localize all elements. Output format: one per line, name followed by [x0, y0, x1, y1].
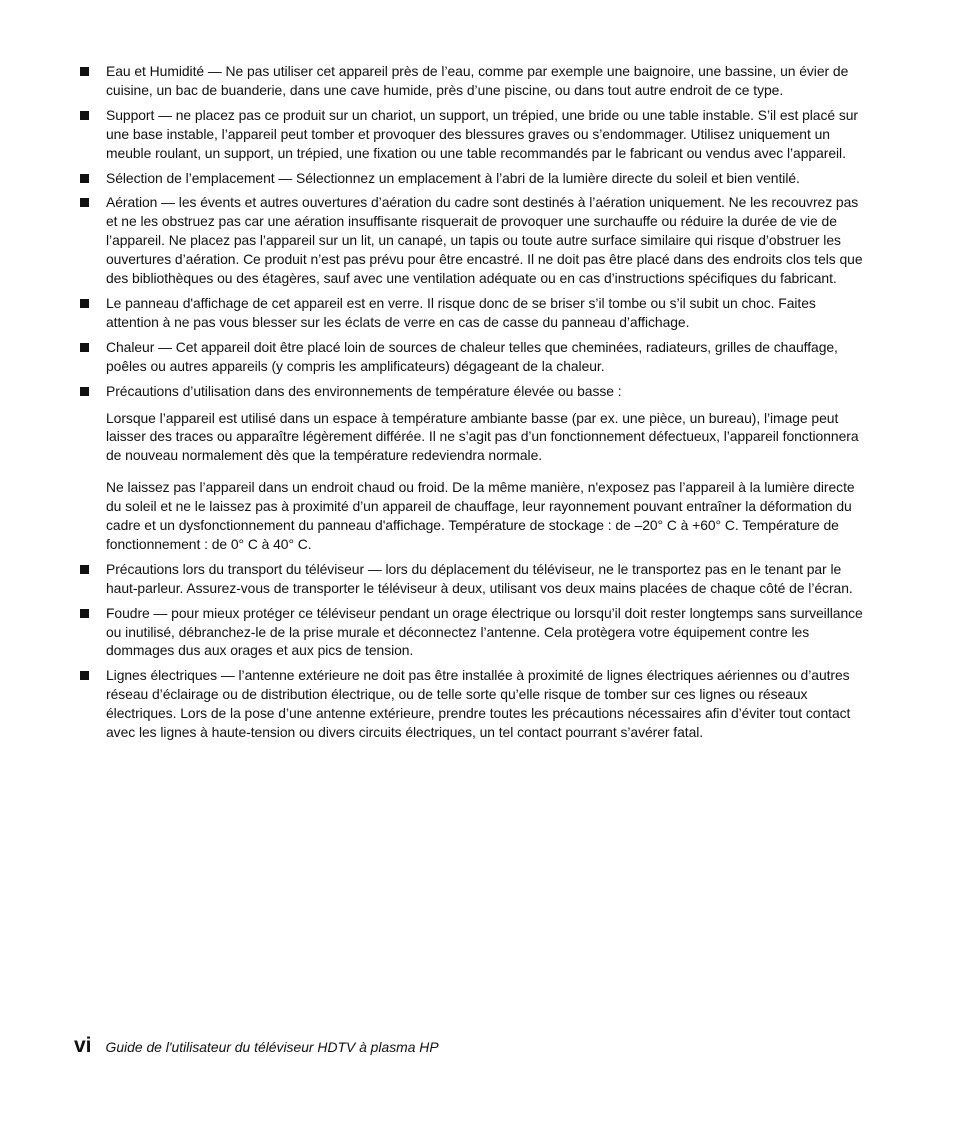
list-item [80, 169, 870, 188]
list-item-text: Le panneau d'affichage de cet appareil est en verre. Il risque donc de se briser s’il tombe ou s’il subit un choc. Faites attention à ne pas vous blesser sur les éclats de verre en cas de casse du panneau d’affichage. [106, 294, 816, 330]
list-item [80, 338, 870, 376]
list-item-text: Précautions d’utilisation dans des environnements de température élevée ou basse : [106, 382, 622, 399]
list-item [80, 106, 870, 163]
square-bullet-icon [80, 671, 89, 680]
square-bullet-icon [80, 198, 89, 207]
list-item-text: Aération — les évents et autres ouvertures d’aération du cadre sont destinés à l’aération uniquement. Ne les recouvrez pas et ne les obstruez pas car une aération insuffisante risquerait de provoquer une surchauffe ou réduire la durée de vie de l’appareil. Ne placez pas l’appareil sur un lit, un canapé, un tapis ou toute autre surface similaire qui risque d’obstruer les ouvertures d’aération. Ce produit n’est pas prévu pour être encastré. Il ne doit pas être placé dans des endroits clos tels que des bibliothèques ou des étagères, sauf avec une ventilation adéquate ou en cas d’instructions spécifiques du fabricant. [106, 194, 863, 287]
list-item-subparagraph: Ne laissez pas l’appareil dans un endroit chaud ou froid. De la même manière, n'exposez pas l’appareil à la lumière directe du soleil et ne le laissez pas à proximité d’un appareil de chauffage, leur rayonnement pouvant entraîner la déformation du cadre et un dysfonctionnement du panneau d'affichage. Température de stockage : de –20° C à +60° C. Température de fonctionnement : de 0° C à 40° C. [106, 479, 855, 552]
square-bullet-icon [80, 343, 89, 352]
list-item-body [106, 193, 870, 288]
list-item-body [106, 666, 870, 742]
list-item-text: Précautions lors du transport du téléviseur — lors du déplacement du téléviseur, ne le transportez pas en le tenant par le haut-parleur. Assurez-vous de transporter le téléviseur à deux, utilisant vos deux mains placées de chaque côté de l’écran. [106, 560, 853, 596]
list-item [80, 62, 870, 100]
list-item [80, 604, 870, 661]
list-item-body [106, 382, 870, 554]
list-item [80, 193, 870, 288]
list-item-body [106, 294, 870, 332]
list-item-subparagraph: Lorsque l’appareil est utilisé dans un espace à température ambiante basse (par ex. une pièce, un bureau), l’image peut laisser des traces ou apparaître légèrement différée. Il ne s’agit pas d’un fonctionnement défectueux, l’appareil fonctionnera de nouveau normalement dès que la température redeviendra normale. [106, 409, 859, 464]
list-item-body [106, 604, 870, 661]
list-item-body [106, 338, 870, 376]
list-item-text: Support — ne placez pas ce produit sur un chariot, un support, un trépied, une bride ou une table instable. S’il est placé sur une base instable, l’appareil peut tomber et provoquer des blessures graves ou s’endommager. Utilisez uniquement un meuble roulant, un support, un trépied, une fixation ou une table recommandés par le fabricant ou vendus avec l’appareil. [106, 106, 858, 161]
list-item [80, 294, 870, 332]
list-item [80, 666, 870, 742]
list-item-text: Eau et Humidité — Ne pas utiliser cet appareil près de l’eau, comme par exemple une baignoire, une bassine, un évier de cuisine, un bac de buanderie, dans une cave humide, près d’une piscine, ou dans tout autre endroit de ce type. [106, 63, 849, 98]
list-item-text: Foudre — pour mieux protéger ce téléviseur pendant un orage électrique ou lorsqu’il doit rester longtemps sans surveillance ou inutilisé, débranchez-le de la prise murale et déconnectez l’antenne. Cela protègera votre équipement contre les dommages dus aux orages et aux pics de tension. [106, 604, 863, 659]
list-item-body [106, 560, 870, 598]
list-item-body [106, 106, 870, 163]
square-bullet-icon [80, 565, 89, 574]
square-bullet-icon [80, 387, 89, 396]
square-bullet-icon [80, 111, 89, 120]
square-bullet-icon [80, 67, 89, 76]
square-bullet-icon [80, 609, 89, 618]
list-item-text: Chaleur — Cet appareil doit être placé loin de sources de chaleur telles que cheminées, radiateurs, grilles de chauffage, poêles ou autres appareils (y compris les amplificateurs) dégageant de la chaleur. [106, 338, 838, 374]
page-footer [74, 1034, 439, 1058]
list-item-text: Lignes électriques — l’antenne extérieure ne doit pas être installée à proximité de lignes électriques aériennes ou d’autres réseau d’éclairage ou de distribution électrique, ou de telle sorte qu’elle risque de tomber sur ces lignes ou réseaux électriques. Lors de la pose d’une antenne extérieure, prendre toutes les précautions nécessaires afin d’éviter tout contact avec les lignes à haute-tension ou divers circuits électriques, un tel contact pourrant s’avérer fatal. [106, 667, 851, 741]
square-bullet-icon [80, 299, 89, 308]
list-item-body [106, 169, 870, 188]
list-item [80, 560, 870, 598]
list-item-body [106, 62, 870, 100]
list-item [80, 382, 870, 554]
safety-instructions-list [80, 62, 870, 748]
square-bullet-icon [80, 174, 89, 183]
page-number: vi [74, 1034, 92, 1057]
list-item-text: Sélection de l’emplacement — Sélectionnez un emplacement à l’abri de la lumière directe du soleil et bien ventilé. [106, 169, 800, 186]
footer-document-title: Guide de l'utilisateur du téléviseur HDTV à plasma HP [105, 1039, 439, 1055]
